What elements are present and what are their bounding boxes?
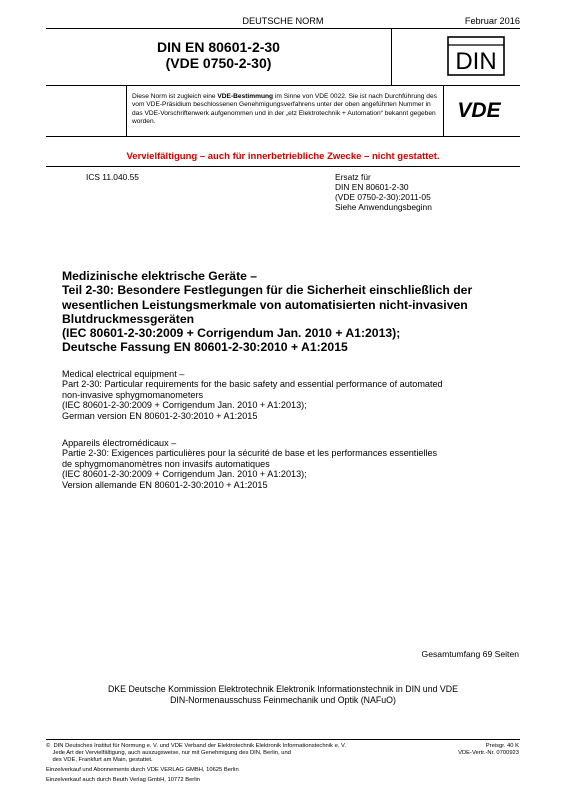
french-title — [62, 438, 437, 490]
din-logo-text: DIN — [455, 48, 497, 75]
header-rule — [46, 28, 520, 29]
copyright-line: Jede Art der Vervielfältigung, auch auszugsweise, nur mit Genehmigung des DIN, Berlin, und — [46, 750, 291, 757]
english-title-line: German version EN 80601-2-30:2010 + A1:2015 — [62, 410, 258, 421]
dke-line: DIN-Normenausschuss Feinmechanik und Optik (NAFuO) — [170, 695, 396, 705]
replacement-info — [335, 172, 432, 212]
dke-committee — [0, 684, 566, 706]
order-number: VDE-Vertr.-Nr. 0700923 — [458, 750, 519, 757]
vde-box-left-divider — [126, 85, 127, 136]
reproduction-warning: Vervielfältigung – auch für innerbetriebliche Zwecke – nicht gestattet. — [126, 151, 440, 162]
din-logo — [447, 36, 505, 76]
french-title-line: Partie 2-30: Exigences particulières pour la sécurité de base et les performances essentielles — [62, 448, 438, 459]
price-group: Preisgr. 40 K — [485, 743, 519, 749]
copyright-line: des VDE, Frankfurt am Main, gestattet. — [46, 757, 153, 764]
title-divider — [391, 28, 392, 85]
standard-number: DIN EN 80601-2-30 — [157, 39, 280, 55]
german-title-line: Teil 2-30: Besondere Festlegungen für die Sicherheit einschließlich der — [62, 283, 473, 298]
vde-note-text-start: Diese Norm ist zugleich eine — [132, 93, 218, 100]
english-title-line: non-invasive sphygmomanometers — [62, 389, 204, 400]
ics-code: ICS 11.040.55 — [86, 172, 139, 182]
french-title-line: Version allemande EN 80601-2-30:2010 + A1:2015 — [62, 479, 268, 490]
english-title — [62, 369, 443, 421]
german-title-line: Blutdruckmessgeräten — [62, 311, 195, 326]
replacement-line: Siehe Anwendungsbeginn — [335, 202, 432, 212]
german-title-line: (IEC 80601-2-30:2009 + Corrigendum Jan. 2010 + A1:2013); — [62, 326, 401, 341]
french-title-line: (IEC 80601-2-30:2009 + Corrigendum Jan. 2010 + A1:2013); — [62, 469, 307, 480]
copyright-notice — [46, 743, 346, 765]
warning-rule — [46, 166, 520, 167]
german-title-line: wesentlichen Leistungsmerkmale von automatisierten nicht-invasiven — [62, 297, 468, 312]
sales-info-beuth: Einzelverkauf auch durch Beuth Verlag GmbH, 10772 Berlin — [46, 777, 201, 783]
french-title-line: Appareils électromédicaux – — [62, 438, 177, 448]
sales-info-vde: Einzelverkauf und Abonnements durch VDE VERLAG GMBH, 10625 Berlin — [46, 767, 239, 773]
german-title-line: Medizinische elektrische Geräte – — [62, 269, 258, 283]
dke-line: DKE Deutsche Kommission Elektrotechnik Elektronik Informationstechnik in DIN und VDE — [107, 684, 459, 694]
vde-box-rule — [46, 136, 520, 137]
vde-note-bold-term: VDE-Bestimmung — [217, 93, 274, 100]
vde-logo-text: VDE — [457, 99, 501, 120]
replacement-line: DIN EN 80601-2-30 — [335, 182, 409, 192]
vde-note-text-end: im Sinne von VDE 0022. Sie ist nach Durchführung des vom VDE-Präsidium beschlossenen Genehmigungsverfahrens unter der oben angeführten Nummer in das VDE-Vorschriftenwerk aufgenommen und in der „etz Elektrotechnik + Automation“ bekannt gegeben worden. — [132, 93, 437, 125]
replacement-line: (VDE 0750-2-30):2011-05 — [335, 192, 431, 202]
price-info — [458, 743, 519, 757]
total-pages: Gesamtumfang 69 Seiten — [421, 649, 519, 659]
vde-determination-note — [132, 93, 442, 126]
french-title-line: de sphygmomanomètres non invasifs automatiques — [62, 458, 270, 469]
vde-box-right-divider — [443, 85, 444, 136]
replacement-line: Ersatz für — [335, 172, 371, 182]
publication-date: Februar 2016 — [464, 16, 520, 26]
copyright-line: © DIN Deutsches Institut für Normung e. V. und VDE Verband der Elektrotechnik Elektronik Informationstechnik e. V. — [46, 743, 346, 749]
footer-rule — [46, 739, 520, 740]
english-title-line: Part 2-30: Particular requirements for the basic safety and essential performance of automated — [62, 379, 443, 390]
document-type-label: DEUTSCHE NORM — [242, 16, 324, 26]
english-title-line: Medical electrical equipment – — [62, 369, 185, 379]
german-title — [62, 269, 472, 355]
english-title-line: (IEC 80601-2-30:2009 + Corrigendum Jan. 2010 + A1:2013); — [62, 400, 307, 411]
vde-logo — [448, 98, 510, 120]
vde-classification: (VDE 0750-2-30) — [165, 55, 272, 71]
title-box-rule — [46, 85, 520, 86]
german-title-line: Deutsche Fassung EN 80601-2-30:2010 + A1:2015 — [62, 340, 348, 355]
